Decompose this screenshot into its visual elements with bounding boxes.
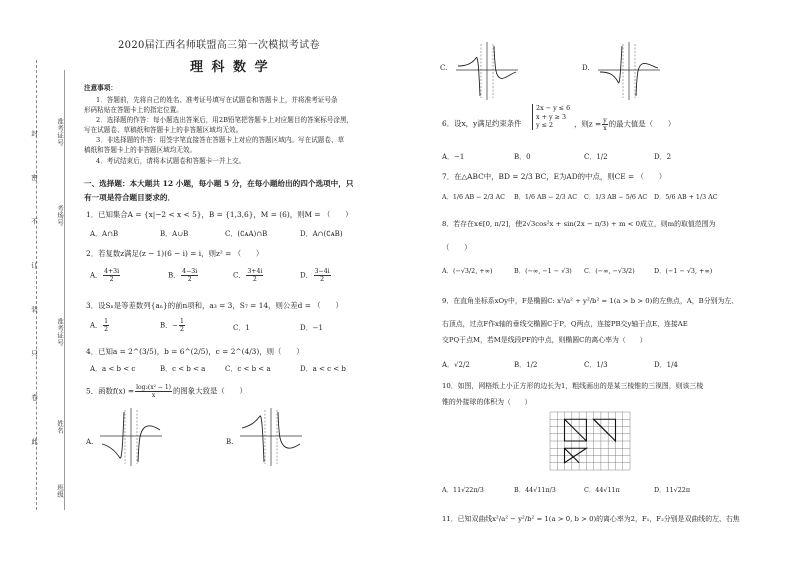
frac-den: x	[151, 392, 156, 399]
question-1: 1．已知集合A = {x|−2 < x < 5}，B = {1,3,6}，M = (6)，则M = （ ）	[86, 210, 353, 219]
frac-num: 3−4i	[314, 268, 330, 275]
question-4: 4．已知a = 2^(3/5)，b = 6^(2/5)，c = 2^(4/3)，则（ ）	[86, 347, 304, 356]
question-6-stem-b	[574, 117, 675, 132]
q4-option-c: C．c < b < a	[225, 365, 271, 373]
section-heading: 有一项是符合题目要求的．	[84, 193, 176, 202]
frac-den: 2	[109, 276, 114, 283]
graph-d	[598, 42, 660, 100]
q5-option-b: B.	[226, 438, 234, 446]
seal-char: 不	[30, 218, 38, 225]
q6-stem-c: 的最大值是（ ）	[608, 119, 676, 129]
q5-stem-a: 5．函数f(x) =	[86, 386, 135, 396]
question-11: 11．已知双曲线x²/a² − y²/b² = 1(a > 0, b > 0)的离心率为2，F₁，F₂分别是双曲线的左、右焦	[442, 515, 740, 523]
constraint: x + y ≥ 3	[536, 112, 567, 121]
q7-option-d: D．5/6 AB + 1/3 AC	[654, 194, 718, 201]
q2-option-b	[168, 268, 199, 283]
q8-option-b: B．(−∞, −1 − √3)	[514, 267, 572, 275]
q6-option-b: B．0	[514, 153, 531, 161]
frac-den: 2	[187, 276, 192, 283]
frac-den: 2	[104, 326, 108, 333]
q9-option-a: A．√2/2	[442, 361, 470, 369]
q8-option-c: C．(−∞, −√3/2)	[584, 267, 635, 275]
seal-char: 订	[30, 262, 38, 269]
subject-title: 理 科 数 学	[190, 60, 270, 75]
question-9-line: 右顶点，过点F作x轴的垂线交椭圆C于P，Q两点，连接PB交y轴于点E，连接AE	[442, 320, 688, 328]
q1-option-d: D．A∩(∁ᴀB)	[300, 230, 343, 238]
seal-char: 卷	[30, 394, 38, 401]
q5-option-a: A.	[86, 438, 94, 446]
seal-char: 封	[30, 130, 38, 137]
frac-num: 1	[104, 318, 108, 325]
question-10-line: 锥的外接球的体积为（ ）	[442, 398, 532, 406]
q6-option-d: D．2	[654, 153, 672, 161]
notice-line: 4．考试结束后，请将本试题卷和答题卡一并上交。	[96, 157, 246, 165]
q10-option-d: D．11√22π	[654, 486, 691, 494]
q2-option-a	[90, 268, 121, 283]
question-9-line: 9．在直角坐标系xOy中，F是椭圆C: x²/a² + y²/b² = 1(a > b > 0)的左焦点，A，B分别为左、	[442, 297, 739, 305]
q9-option-b: B．1/2	[514, 361, 538, 369]
frac-num: 4−3i	[182, 268, 198, 275]
q1-option-a: A．A∩B	[90, 230, 119, 238]
field-label: 考场号	[56, 205, 64, 226]
frac-den: x	[603, 125, 607, 132]
option-letter: D．	[300, 271, 313, 280]
frac-den: 2	[320, 276, 325, 283]
q7-option-a: A．1/6 AB − 2/3 AC	[442, 194, 505, 201]
q9-option-d: D．1/4	[654, 361, 678, 369]
seal-char: 装	[30, 306, 38, 313]
three-view-grid	[550, 412, 630, 470]
q6-stem-b: ，则z =	[574, 119, 602, 129]
q5-option-d: D.	[582, 64, 590, 72]
q10-option-a: A．11√22π/3	[442, 486, 484, 494]
q8-paren: （ ）	[442, 243, 472, 252]
q3-option-d: D．−1	[300, 324, 323, 332]
seal-char: 密	[30, 174, 38, 181]
q4-option-d: D．a < c < b	[300, 365, 346, 373]
option-letter: B．	[168, 271, 181, 280]
q2-option-c	[233, 268, 264, 283]
field-label: 姓名	[56, 420, 64, 434]
frac-den: 2	[252, 276, 257, 283]
exam-title: 2020届江西名师联盟高三第一次模拟考试卷	[118, 40, 320, 51]
question-3: 3．设Sₙ是等差数列{aₙ}的前n项和，a₃ = 3，S₇ = 14，则公差d = （ ）	[86, 301, 343, 310]
question-7: 7．在△ABC中，BD = 2/3 BC，E为AD的中点，则CE = （ ）	[442, 172, 667, 181]
frac-num: log₂(x² − 1)	[136, 384, 172, 391]
question-5	[86, 384, 247, 399]
constraint-system	[532, 104, 570, 130]
q5-stem-b: 的图象大致是（ ）	[173, 386, 247, 396]
question-2: 2．若复数z满足(z − 1)(6 − i) = i，则z² = （ ）	[86, 249, 264, 258]
q4-option-a: A．a < b < c	[90, 365, 136, 373]
q3-option-c: C．1	[233, 324, 250, 332]
constraint: y ≤ 2	[536, 121, 554, 129]
graph-b	[240, 408, 302, 466]
option-letter: B．−	[160, 321, 179, 330]
q3-option-b	[160, 318, 186, 333]
frac-num: 4+3i	[104, 268, 120, 275]
q2-option-d	[300, 268, 332, 283]
q3-option-a	[90, 318, 110, 333]
section-heading: 一、选择题：本大题共 12 小题，每小题 5 分，在每小题给出的四个选项中，只	[84, 179, 354, 188]
frac-den: 2	[180, 326, 184, 333]
q1-option-c: C．(∁ᴀA)∩B	[225, 230, 268, 238]
graph-a	[100, 408, 162, 466]
question-6-stem-a: 6．设x，y满足约束条件	[442, 119, 522, 128]
notice-line: 写在试题卷、草稿纸和答题卡上的非答题区域均无效。	[84, 126, 243, 134]
notice-line: 2．选择题的作答：每小题选出答案后，用2B铅笔把答题卡上对应题目的答案标号涂黑，	[96, 116, 354, 124]
constraint: 2x − y ≤ 6	[536, 104, 571, 112]
frac-num: 1	[180, 318, 184, 325]
field-label: 班级	[56, 484, 64, 498]
q9-option-c: C．1/3	[584, 361, 608, 369]
frac-num: y	[603, 117, 607, 124]
option-letter: A．	[90, 271, 103, 280]
question-10-line: 10．如图，网格纸上小正方形的边长为1，粗线画出的是某三棱锥的三视图，则该三棱	[442, 382, 704, 390]
q5-option-c: C.	[440, 64, 448, 72]
q8-option-d: D．(−1 − √3, +∞)	[654, 267, 713, 275]
field-label: 准考证号	[56, 318, 64, 346]
q7-option-c: C．1/3 AB − 5/6 AC	[584, 194, 648, 201]
field-label: 准考证号	[56, 118, 64, 146]
notice-heading: 注意事项：	[84, 84, 117, 92]
notice-line: 稿纸和答题卡上的非答题区域均无效。	[84, 146, 197, 154]
notice-line: 形码粘贴在答题卡上的指定位置。	[84, 106, 183, 114]
question-8: 8．若存在x∈[0, π/2]，使2√3cos²x + sin(2x − π/3) + m < 0成立，则m的取值范围为	[442, 220, 716, 228]
q10-option-c: C．44√11π	[584, 486, 620, 494]
q6-option-a: A．−1	[442, 153, 465, 161]
q4-option-b: B．c < b < a	[160, 365, 206, 373]
frac-num: 3+4i	[247, 268, 263, 275]
q6-option-c: C．1/2	[584, 153, 608, 161]
notice-line: 3．非选择题的作答：用签字笔直接答在答题卡上对应的答题区域内。写在试题卷、草	[96, 136, 345, 144]
question-9-line: 交PQ于点M，若M是线段PF的中点，则椭圆C的离心率为（ ）	[442, 336, 647, 344]
graph-c	[456, 42, 518, 100]
option-letter: C．	[233, 271, 246, 280]
seal-char: 此	[30, 438, 38, 445]
notice-line: 1．答题前，先将自己的姓名、准考证号填写在试题卷和答题卡上，并将准考证号条	[96, 96, 338, 104]
q7-option-b: B．1/6 AB − 2/3 AC	[514, 194, 578, 201]
q10-option-b: B．44√11π/3	[514, 486, 556, 494]
seal-char: 只	[30, 350, 38, 357]
q8-option-a: A．(−√3/2, +∞)	[442, 267, 493, 275]
q1-option-b: B．A∪B	[160, 230, 189, 238]
option-letter: A．	[90, 321, 103, 330]
